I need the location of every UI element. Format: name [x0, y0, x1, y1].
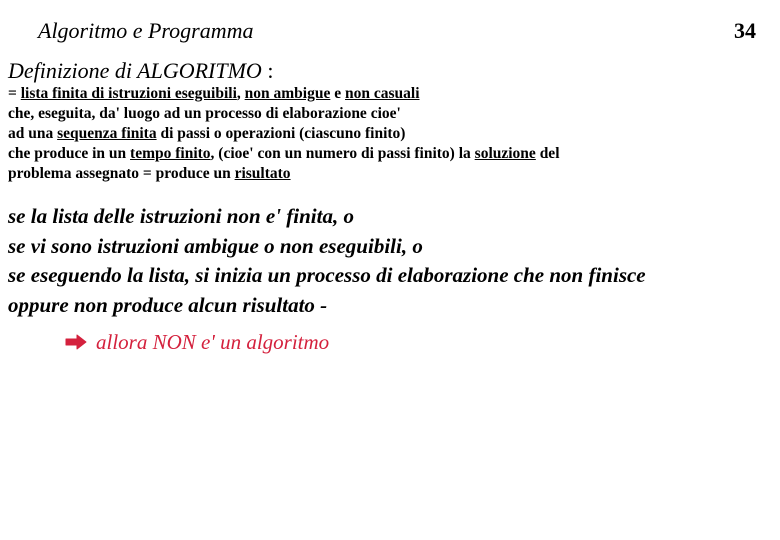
definition-line-4-suffix: del	[535, 145, 560, 162]
definition-line-5	[8, 164, 560, 184]
negative-conditions	[8, 202, 646, 320]
definition-line-1-prefix: =	[8, 85, 21, 102]
term-risultato: risultato	[234, 165, 291, 182]
condition-line: se eseguendo la lista, si inizia un processo di elaborazione che non finisce	[8, 263, 646, 287]
definition-line-3-suffix: di passi o operazioni (ciascuno finito)	[156, 125, 406, 142]
conclusion	[64, 330, 329, 355]
term-soluzione: soluzione	[474, 145, 536, 162]
right-arrow-icon	[64, 334, 88, 350]
page-number: 34	[734, 18, 756, 43]
definition-line-2: che, eseguita, da' luogo ad un processo di elaborazione cioe'	[8, 105, 401, 122]
definition-line-3	[8, 124, 560, 144]
conclusion-text: allora NON e' un algoritmo	[96, 330, 330, 354]
definition-heading-colon: :	[261, 58, 274, 83]
term-non-casuali: non casuali	[345, 85, 420, 102]
definition-line-4	[8, 144, 560, 164]
definition-line-4-prefix: che produce in un	[8, 145, 131, 162]
condition-line: se la lista delle istruzioni non e' finita, o	[8, 204, 354, 228]
slide-title: Algoritmo e Programma	[38, 18, 254, 43]
term-tempo-finito: tempo finito	[130, 145, 211, 162]
definition-line-4-mid: , (cioe' con un numero di passi finito) la	[210, 145, 475, 162]
definition-line-1-sep1: ,	[236, 85, 245, 102]
definition-line-1	[8, 84, 560, 104]
term-lista-finita: lista finita di istruzioni eseguibili	[20, 85, 237, 102]
term-non-ambigue: non ambigue	[244, 85, 331, 102]
definition-line-3-prefix: ad una	[8, 125, 58, 142]
definition-line-5-prefix: problema assegnato = produce un	[8, 165, 235, 182]
definition-heading-text: Definizione di ALGORITMO	[8, 58, 262, 83]
term-sequenza-finita: sequenza finita	[57, 125, 157, 142]
definition-line-1-sep2: e	[330, 85, 345, 102]
condition-line: oppure non produce alcun risultato -	[8, 292, 328, 317]
condition-line: se vi sono istruzioni ambigue o non eseguibili, o	[8, 233, 423, 258]
definition-heading	[8, 58, 273, 84]
definition-body	[8, 84, 560, 184]
